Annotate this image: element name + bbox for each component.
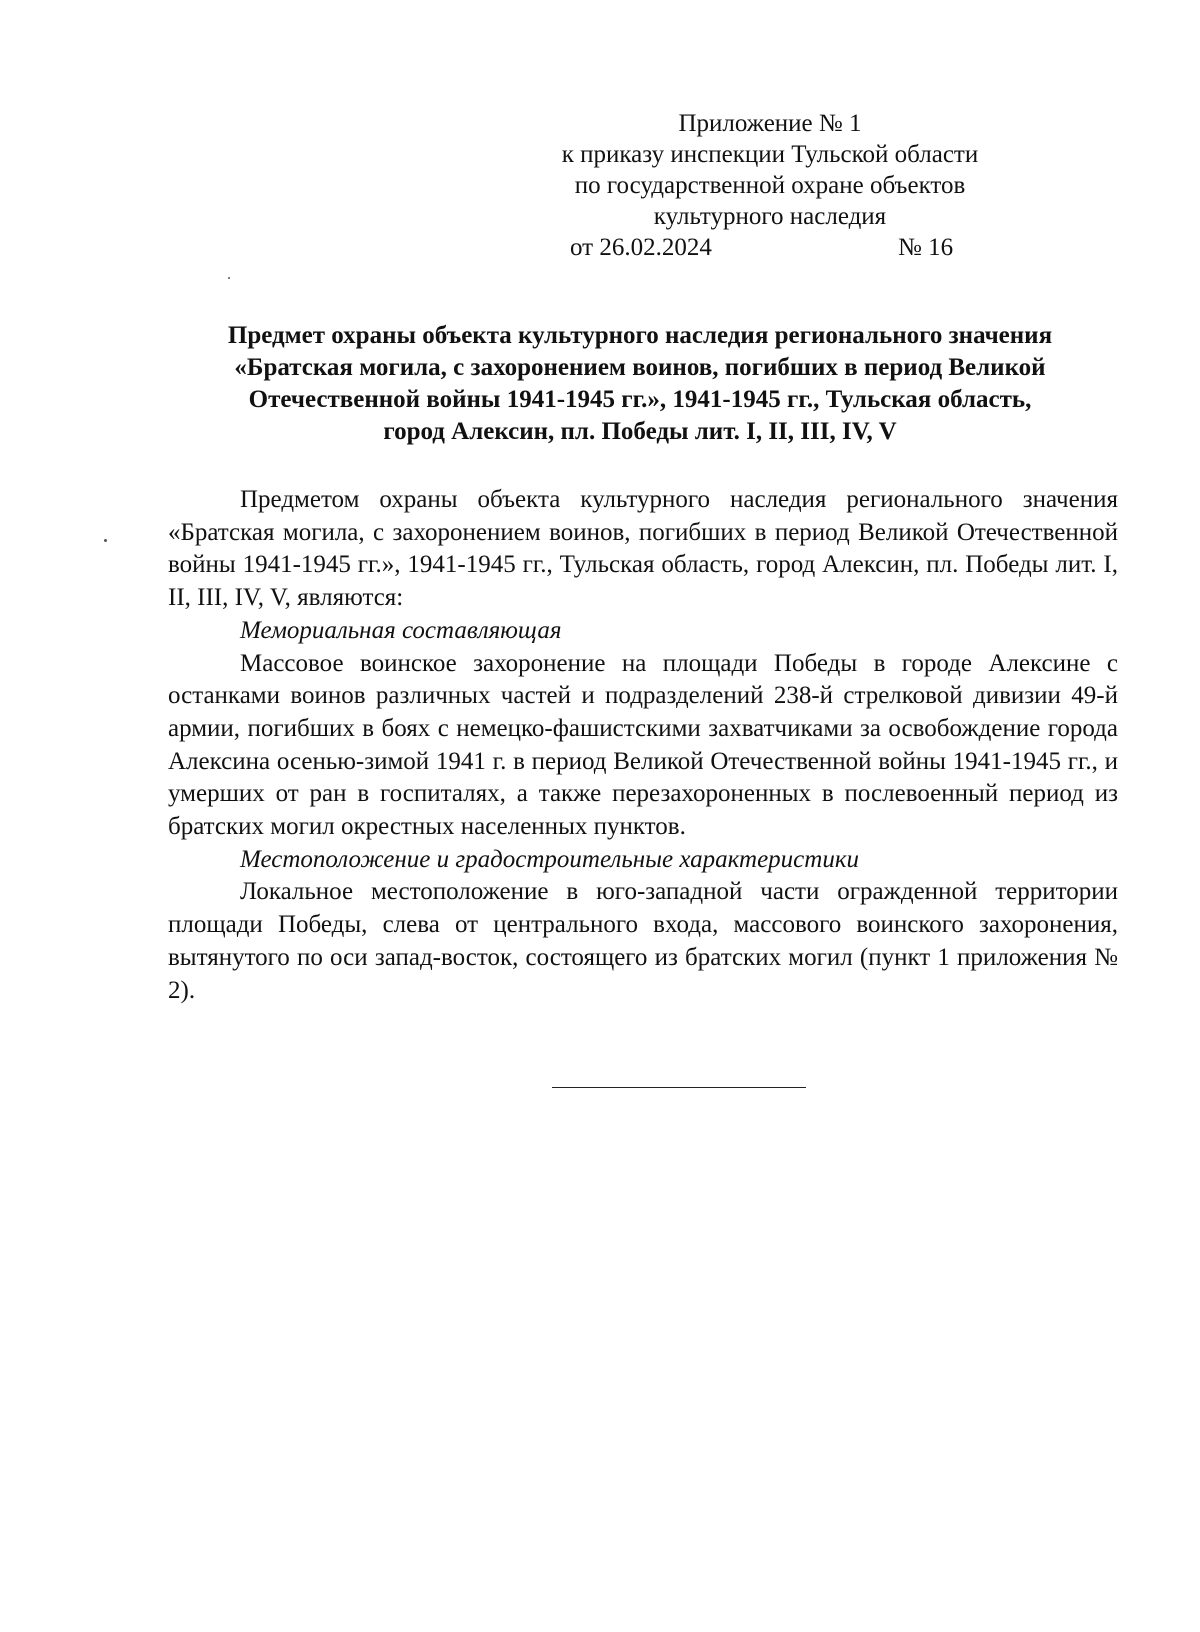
title-line-3: Отечественной войны 1941-1945 гг.», 1941-1945 гг., Тульская область,	[248, 386, 1032, 413]
end-divider	[552, 1087, 806, 1088]
location-paragraph: Локальное местоположение в юго-западной части огражденной территории площади Победы, слева от центрального входа, массового воинского захоронения, вытянутого по оси запад-восток, состоящего из братских могил (пункт 1 приложения № 2).	[168, 878, 1118, 1004]
appendix-header	[520, 108, 1020, 263]
appendix-heritage-line: культурного наследия	[653, 203, 887, 230]
title-line-2: «Братская могила, с захоронением воинов, погибших в период Великой	[234, 354, 1046, 381]
memorial-paragraph: Массовое воинское захоронение на площади Победы в городе Алексине с останками воинов различных частей и подразделений 238-й стрелковой дивизии 49-й армии, погибших в боях с немецко-фашистскими захватчиками за освобождение города Алексина осенью-зимой 1941 г. в период Великой Отечественной войны 1941-1945 гг., и умерших от ран в госпиталях, а также перезахороненных в послевоенный период из братских могил окрестных населенных пунктов.	[168, 649, 1118, 841]
section-heading-location: Местоположение и градостроительные характеристики	[240, 845, 860, 873]
scan-speck	[228, 277, 230, 279]
title-line-1: Предмет охраны объекта культурного наследия регионального значения	[227, 322, 1053, 349]
section-heading-memorial: Мемориальная составляющая	[240, 616, 562, 644]
appendix-title: Приложение № 1	[678, 110, 862, 137]
appendix-order-line: к приказу инспекции Тульской области	[561, 141, 979, 168]
document-title	[160, 320, 1120, 448]
document-body	[168, 484, 1118, 1007]
intro-paragraph: Предметом охраны объекта культурного наследия регионального значения «Братская могила, с захоронением воинов, погибших в период Великой Отечественной войны 1941-1945 гг.», 1941-1945 гг., Тульская область, город Алексин, пл. Победы лит. I, II, III, IV, V, являются:	[168, 486, 1118, 612]
appendix-date-row	[520, 232, 1020, 263]
scan-speck	[104, 539, 107, 542]
appendix-authority-line: по государственной охране объектов	[574, 172, 966, 199]
title-line-4: город Алексин, пл. Победы лит. I, II, III, IV, V	[383, 418, 897, 445]
order-date: от 26.02.2024	[570, 234, 712, 261]
order-number: № 16	[898, 234, 954, 261]
